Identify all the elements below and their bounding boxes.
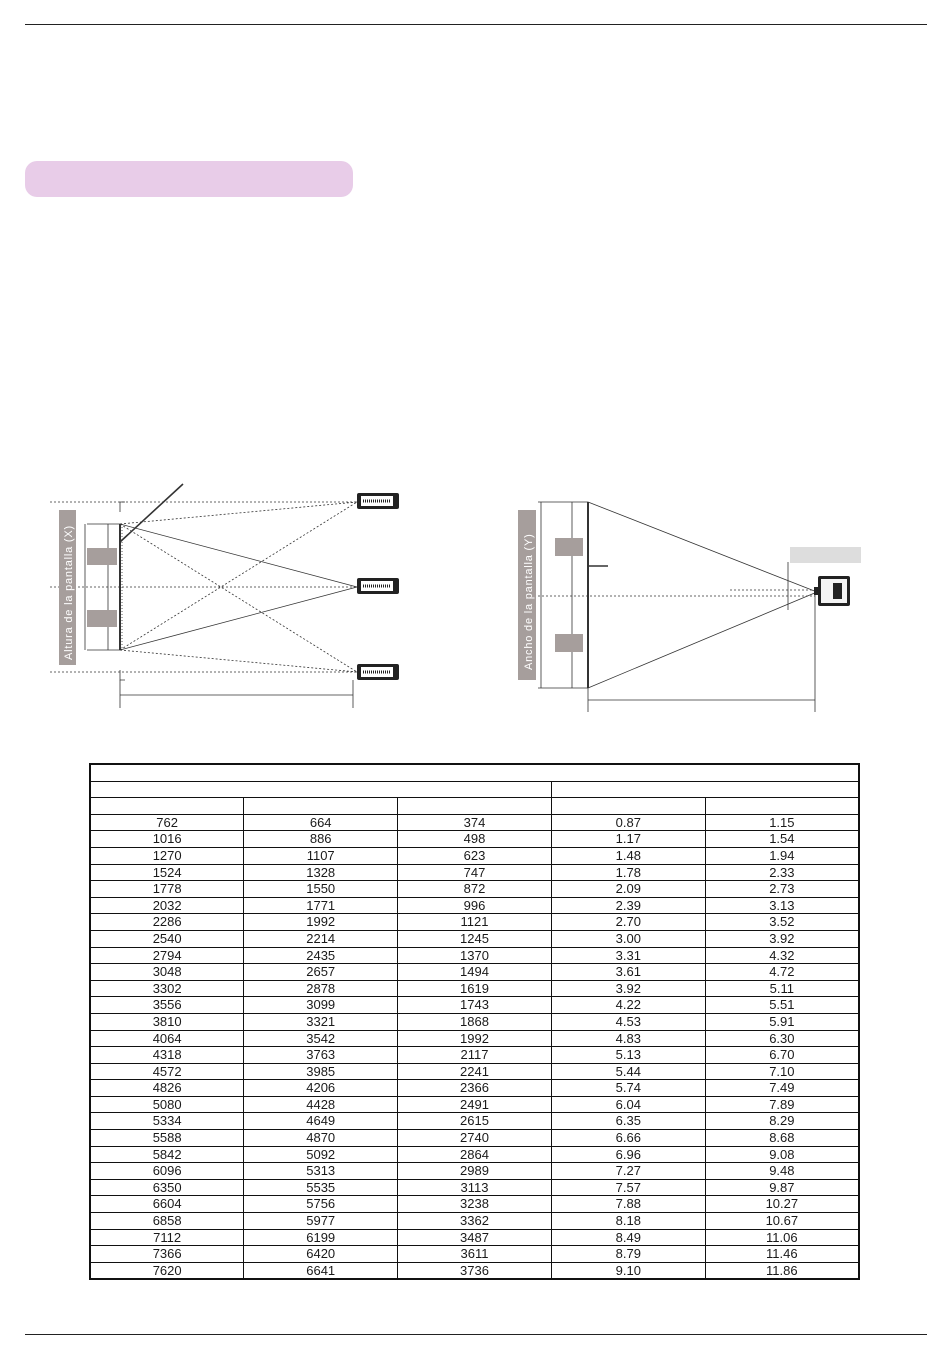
table-cell: 1992 <box>398 1030 552 1047</box>
table-cell: 1.17 <box>551 831 705 848</box>
table-cell: 9.08 <box>705 1146 859 1163</box>
table-cell: 1270 <box>90 847 244 864</box>
table-cell: 3.13 <box>705 897 859 914</box>
table-cell: 7112 <box>90 1229 244 1246</box>
table-cell: 872 <box>398 881 552 898</box>
table-cell: 2794 <box>90 947 244 964</box>
table-cell: 3302 <box>90 980 244 997</box>
column-header <box>398 798 552 815</box>
table-cell: 3362 <box>398 1213 552 1230</box>
table-row <box>90 1246 859 1263</box>
table-cell: 623 <box>398 847 552 864</box>
table-cell: 1619 <box>398 980 552 997</box>
projection-distance-table-container <box>89 763 860 1280</box>
table-row <box>90 964 859 981</box>
table-cell: 1771 <box>244 897 398 914</box>
table-cell: 11.86 <box>705 1262 859 1279</box>
table-cell: 5.11 <box>705 980 859 997</box>
table-cell: 5588 <box>90 1130 244 1147</box>
table-cell: 1.54 <box>705 831 859 848</box>
table-cell: 2117 <box>398 1047 552 1064</box>
table-cell: 3.00 <box>551 930 705 947</box>
table-cell: 1.15 <box>705 814 859 831</box>
table-cell: 2.70 <box>551 914 705 931</box>
table-cell: 8.29 <box>705 1113 859 1130</box>
column-header <box>90 798 244 815</box>
table-cell: 3113 <box>398 1179 552 1196</box>
table-row <box>90 1030 859 1047</box>
table-row <box>90 980 859 997</box>
table-cell: 7.89 <box>705 1096 859 1113</box>
table-cell: 2491 <box>398 1096 552 1113</box>
table-cell: 5080 <box>90 1096 244 1113</box>
table-cell: 3.61 <box>551 964 705 981</box>
table-cell: 9.10 <box>551 1262 705 1279</box>
table-row <box>90 814 859 831</box>
column-header <box>705 798 859 815</box>
table-cell: 1121 <box>398 914 552 931</box>
table-row <box>90 1063 859 1080</box>
table-cell: 2.73 <box>705 881 859 898</box>
table-row <box>90 864 859 881</box>
table-cell: 3556 <box>90 997 244 1014</box>
table-row <box>90 847 859 864</box>
column-header <box>551 798 705 815</box>
table-row <box>90 930 859 947</box>
screen-height-label: Altura de la pantalla (X) <box>63 525 75 660</box>
table-cell: 762 <box>90 814 244 831</box>
section-heading-bar <box>25 161 353 197</box>
table-cell: 4318 <box>90 1047 244 1064</box>
table-cell: 3048 <box>90 964 244 981</box>
table-cell: 4826 <box>90 1080 244 1097</box>
table-cell: 3985 <box>244 1063 398 1080</box>
table-cell: 9.48 <box>705 1163 859 1180</box>
table-cell: 2214 <box>244 930 398 947</box>
table-cell: 5334 <box>90 1113 244 1130</box>
table-cell: 1245 <box>398 930 552 947</box>
table-cell: 3.92 <box>705 930 859 947</box>
table-cell: 3542 <box>244 1030 398 1047</box>
table-cell: 2657 <box>244 964 398 981</box>
table-cell: 11.46 <box>705 1246 859 1263</box>
table-cell: 7620 <box>90 1262 244 1279</box>
projection-distance-table <box>89 763 860 1280</box>
table-cell: 3611 <box>398 1246 552 1263</box>
table-row <box>90 1096 859 1113</box>
table-cell: 4.53 <box>551 1013 705 1030</box>
table-cell: 2878 <box>244 980 398 997</box>
footer-rule <box>25 1334 927 1335</box>
table-cell: 4428 <box>244 1096 398 1113</box>
table-cell: 3.92 <box>551 980 705 997</box>
table-cell: 7.27 <box>551 1163 705 1180</box>
screen-size-group-header <box>90 781 551 798</box>
table-cell: 1550 <box>244 881 398 898</box>
table-cell: 9.87 <box>705 1179 859 1196</box>
table-cell: 3.31 <box>551 947 705 964</box>
table-cell: 5092 <box>244 1146 398 1163</box>
table-cell: 1868 <box>398 1013 552 1030</box>
table-row <box>90 1213 859 1230</box>
table-cell: 2241 <box>398 1063 552 1080</box>
table-cell: 6858 <box>90 1213 244 1230</box>
table-row <box>90 997 859 1014</box>
table-cell: 8.68 <box>705 1130 859 1147</box>
projector-top-icon <box>814 576 850 606</box>
table-cell: 1107 <box>244 847 398 864</box>
table-cell: 2366 <box>398 1080 552 1097</box>
table-cell: 6420 <box>244 1246 398 1263</box>
table-row <box>90 1130 859 1147</box>
table-cell: 3099 <box>244 997 398 1014</box>
table-cell: 996 <box>398 897 552 914</box>
table-cell: 5.13 <box>551 1047 705 1064</box>
table-cell: 4870 <box>244 1130 398 1147</box>
table-cell: 1016 <box>90 831 244 848</box>
table-cell: 664 <box>244 814 398 831</box>
table-cell: 7.10 <box>705 1063 859 1080</box>
table-cell: 5977 <box>244 1213 398 1230</box>
table-cell: 1524 <box>90 864 244 881</box>
table-cell: 1743 <box>398 997 552 1014</box>
table-body <box>90 814 859 1279</box>
table-cell: 2615 <box>398 1113 552 1130</box>
table-cell: 6.35 <box>551 1113 705 1130</box>
table-cell: 1328 <box>244 864 398 881</box>
table-group-header-row <box>90 781 859 798</box>
table-cell: 3238 <box>398 1196 552 1213</box>
table-cell: 3487 <box>398 1229 552 1246</box>
table-row <box>90 1262 859 1279</box>
table-cell: 5842 <box>90 1146 244 1163</box>
projector-icon <box>357 493 399 680</box>
table-cell: 5.74 <box>551 1080 705 1097</box>
table-cell: 5756 <box>244 1196 398 1213</box>
table-cell: 3321 <box>244 1013 398 1030</box>
table-cell: 498 <box>398 831 552 848</box>
top-view-diagram <box>510 480 870 715</box>
table-cell: 2740 <box>398 1130 552 1147</box>
table-cell: 7.57 <box>551 1179 705 1196</box>
table-cell: 5.44 <box>551 1063 705 1080</box>
table-cell: 374 <box>398 814 552 831</box>
table-cell: 6.96 <box>551 1146 705 1163</box>
table-cell: 2032 <box>90 897 244 914</box>
table-row <box>90 1080 859 1097</box>
table-cell: 2.33 <box>705 864 859 881</box>
table-cell: 2.09 <box>551 881 705 898</box>
table-row <box>90 1146 859 1163</box>
table-cell: 2435 <box>244 947 398 964</box>
table-cell: 5313 <box>244 1163 398 1180</box>
screen-width-label: Ancho de la pantalla (Y) <box>523 533 535 670</box>
table-cell: 11.06 <box>705 1229 859 1246</box>
table-cell: 4.32 <box>705 947 859 964</box>
table-row <box>90 831 859 848</box>
table-cell: 2.39 <box>551 897 705 914</box>
table-cell: 1370 <box>398 947 552 964</box>
table-cell: 6350 <box>90 1179 244 1196</box>
table-cell: 7.49 <box>705 1080 859 1097</box>
table-cell: 6096 <box>90 1163 244 1180</box>
table-row <box>90 897 859 914</box>
table-cell: 7.88 <box>551 1196 705 1213</box>
table-row <box>90 1047 859 1064</box>
table-cell: 1.94 <box>705 847 859 864</box>
column-header <box>244 798 398 815</box>
table-cell: 8.79 <box>551 1246 705 1263</box>
table-row <box>90 1179 859 1196</box>
table-cell: 6.30 <box>705 1030 859 1047</box>
table-row <box>90 1113 859 1130</box>
table-cell: 3.52 <box>705 914 859 931</box>
table-cell: 4.83 <box>551 1030 705 1047</box>
table-row <box>90 1163 859 1180</box>
table-column-header-row <box>90 798 859 815</box>
table-cell: 2540 <box>90 930 244 947</box>
table-cell: 2864 <box>398 1146 552 1163</box>
table-cell: 3736 <box>398 1262 552 1279</box>
table-cell: 5.51 <box>705 997 859 1014</box>
table-cell: 1778 <box>90 881 244 898</box>
table-cell: 6604 <box>90 1196 244 1213</box>
table-cell: 6.70 <box>705 1047 859 1064</box>
table-cell: 8.18 <box>551 1213 705 1230</box>
table-cell: 4.72 <box>705 964 859 981</box>
table-cell: 7366 <box>90 1246 244 1263</box>
table-cell: 4649 <box>244 1113 398 1130</box>
table-cell: 8.49 <box>551 1229 705 1246</box>
table-cell: 6641 <box>244 1262 398 1279</box>
table-cell: 3810 <box>90 1013 244 1030</box>
table-cell: 5.91 <box>705 1013 859 1030</box>
table-cell: 6.04 <box>551 1096 705 1113</box>
table-row <box>90 914 859 931</box>
table-cell: 4.22 <box>551 997 705 1014</box>
table-cell: 1494 <box>398 964 552 981</box>
header-rule <box>25 24 927 25</box>
table-cell: 0.87 <box>551 814 705 831</box>
table-cell: 1992 <box>244 914 398 931</box>
distance-group-header <box>551 781 859 798</box>
table-row <box>90 881 859 898</box>
table-row <box>90 1196 859 1213</box>
table-cell: 3763 <box>244 1047 398 1064</box>
table-cell: 4572 <box>90 1063 244 1080</box>
table-cell: 6.66 <box>551 1130 705 1147</box>
table-row <box>90 1229 859 1246</box>
table-cell: 886 <box>244 831 398 848</box>
table-title-row <box>90 764 859 781</box>
table-cell: 2989 <box>398 1163 552 1180</box>
table-row <box>90 947 859 964</box>
table-cell: 6199 <box>244 1229 398 1246</box>
table-cell: 10.67 <box>705 1213 859 1230</box>
table-title-cell <box>90 764 859 781</box>
table-cell: 1.78 <box>551 864 705 881</box>
table-cell: 2286 <box>90 914 244 931</box>
table-cell: 747 <box>398 864 552 881</box>
table-cell: 5535 <box>244 1179 398 1196</box>
table-cell: 4064 <box>90 1030 244 1047</box>
side-view-diagram <box>45 480 425 715</box>
table-cell: 4206 <box>244 1080 398 1097</box>
table-row <box>90 1013 859 1030</box>
table-cell: 10.27 <box>705 1196 859 1213</box>
table-cell: 1.48 <box>551 847 705 864</box>
